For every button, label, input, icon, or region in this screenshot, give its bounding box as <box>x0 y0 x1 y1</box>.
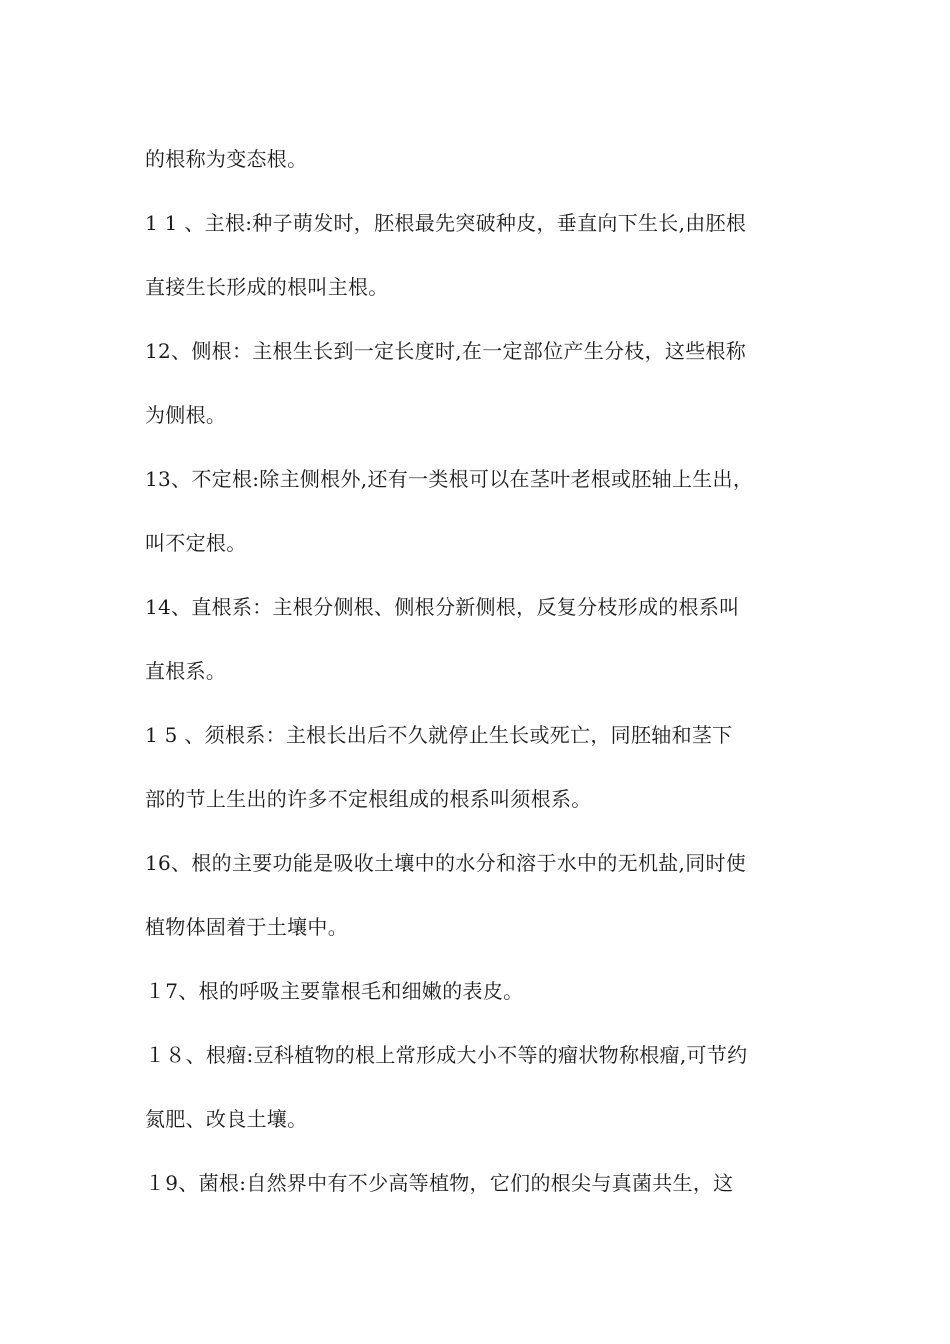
text-line: 的根称为变态根。 <box>145 147 308 171</box>
text-line: 16、根的主要功能是吸收土壤中的水分和溶于水中的无机盐,同时使 <box>145 851 747 875</box>
document-body <box>145 127 813 1215</box>
text-line: 植物体固着于土壤中。 <box>145 915 348 939</box>
text-line: 1 1 、主根:种子萌发时，胚根最先突破种皮，垂直向下生长,由胚根 <box>145 211 747 235</box>
text-line: 氮肥、改良土壤。 <box>145 1107 308 1131</box>
text-line: 13、不定根:除主侧根外,还有一类根可以在茎叶老根或胚轴上生出， <box>145 467 754 491</box>
text-line: 直接生长形成的根叫主根。 <box>145 275 389 299</box>
text-line: 12、侧根：主根生长到一定长度时,在一定部位产生分枝，这些根称 <box>145 339 747 363</box>
text-line: １８、根瘤:豆科植物的根上常形成大小不等的瘤状物称根瘤,可节约 <box>145 1043 748 1067</box>
text-line: １9、菌根:自然界中有不少高等植物，它们的根尖与真菌共生，这 <box>145 1171 734 1195</box>
text-line: 14、直根系：主根分侧根、侧根分新侧根，反复分枝形成的根系叫 <box>145 595 740 619</box>
text-line: 为侧根。 <box>145 403 227 427</box>
text-line: 叫不定根。 <box>145 531 247 555</box>
text-line: 部的节上生出的许多不定根组成的根系叫须根系。 <box>145 787 592 811</box>
text-line: 直根系。 <box>145 659 227 683</box>
text-line: 1 5 、须根系：主根长出后不久就停止生长或死亡，同胚轴和茎下 <box>145 723 733 747</box>
text-line: １7、根的呼吸主要靠根毛和细嫩的表皮。 <box>145 979 524 1003</box>
